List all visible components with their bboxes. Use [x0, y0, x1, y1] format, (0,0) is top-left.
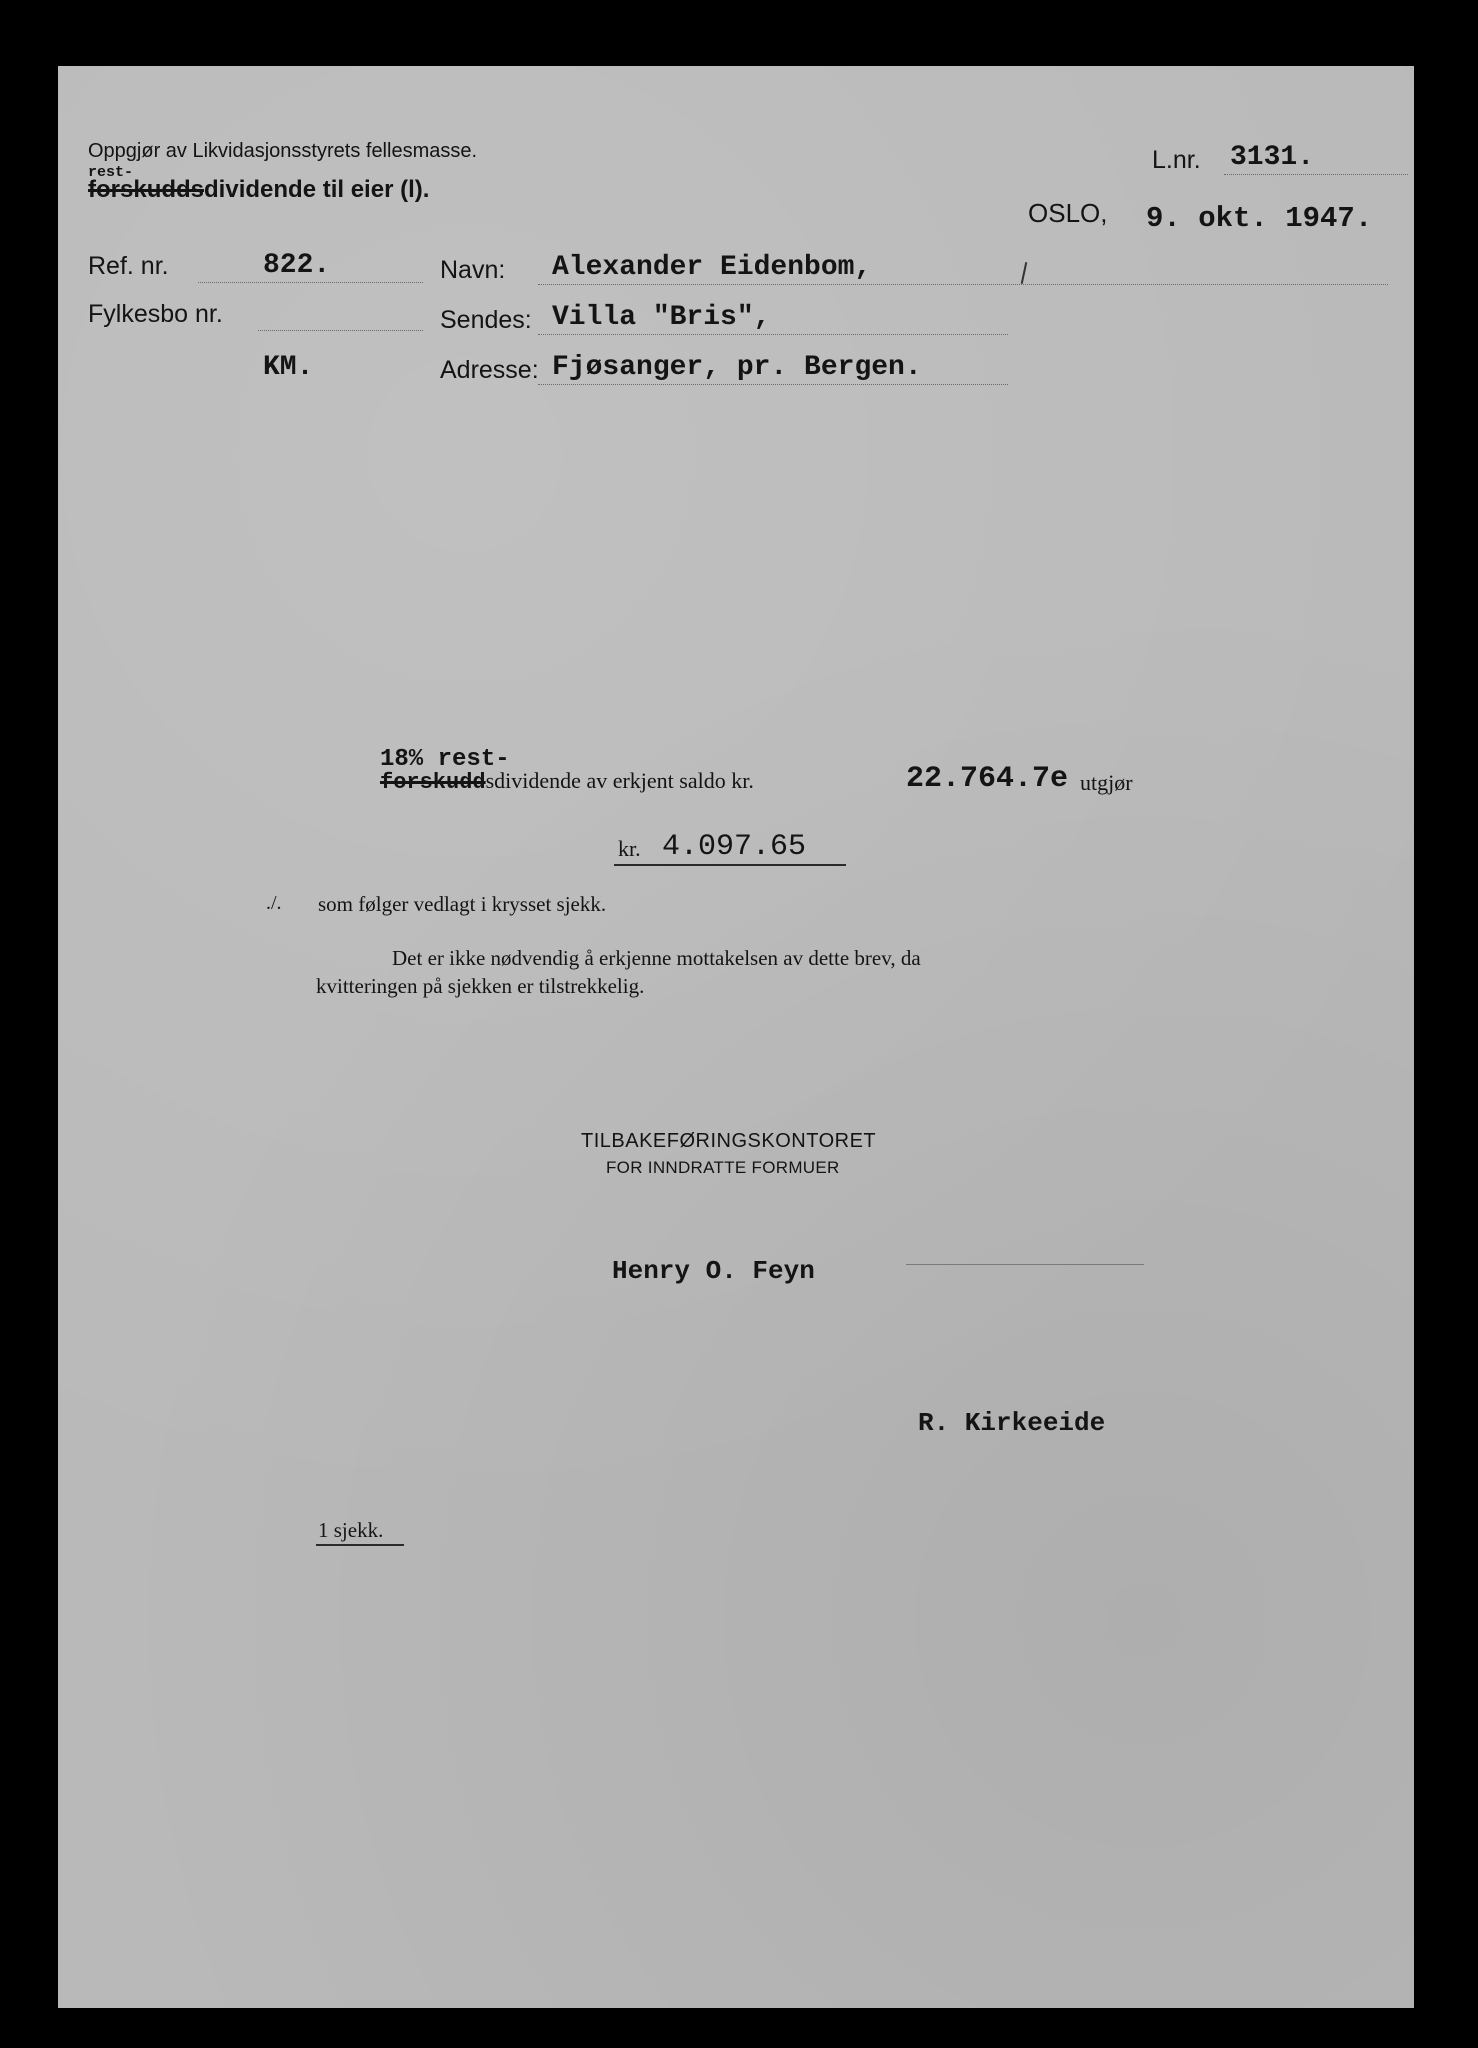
ref-line — [198, 282, 423, 283]
utgjor-text: utgjør — [1080, 770, 1133, 795]
pencil-tick — [1021, 262, 1028, 284]
body-overwrite: 18% rest- — [380, 746, 510, 773]
enclosure-count: 1 sjekk. — [318, 1518, 384, 1542]
fylkesbo-line — [258, 330, 423, 331]
para2-line1: Det er ikke nødvendig å erkjenne mottakelsen av dette brev, da — [392, 946, 921, 970]
office-line1: TILBAKEFØRINGSKONTORET — [581, 1130, 877, 1152]
adresse-value: Fjøsanger, pr. Bergen. — [552, 352, 922, 383]
office-line2: FOR INNDRATTE FORMUER — [606, 1158, 840, 1177]
follows-text: som følger vedlagt i krysset sjekk. — [318, 892, 607, 916]
sendes-value: Villa "Bris", — [552, 302, 771, 333]
header-line2 — [88, 176, 429, 204]
document-page — [58, 66, 1414, 2008]
fylkesbo-label: Fylkesbo nr. — [88, 300, 223, 328]
adresse-line — [538, 384, 1008, 385]
body-para1 — [380, 768, 754, 795]
para2-line2: kvitteringen på sjekken er tilstrekkelig. — [316, 974, 645, 998]
date: 9. okt. 1947. — [1146, 202, 1373, 235]
navn-line — [538, 284, 1388, 285]
body-para1-mid: sdividende av erkjent saldo kr. — [485, 768, 754, 793]
sendes-line — [538, 334, 1008, 335]
ref-value: 822. — [263, 250, 331, 281]
lnr-value: 3131. — [1230, 142, 1315, 173]
body-struck-word: forskudd — [380, 770, 486, 795]
header-line1: Oppgjør av Likvidasjonsstyrets fellesmasse. — [88, 140, 478, 162]
header-line2-rest: dividende til eier (l). — [204, 176, 430, 203]
km-value: KM. — [263, 352, 314, 383]
city: OSLO, — [1028, 198, 1108, 228]
enclosure-underline — [316, 1544, 404, 1546]
lnr-line — [1224, 174, 1408, 175]
enclosure-mark: ./. — [266, 892, 282, 914]
signature-1: Henry O. Feyn — [612, 1256, 815, 1286]
navn-label: Navn: — [440, 256, 506, 284]
amount-value: 4.097.65 — [662, 830, 807, 864]
header-overwrite: rest- — [88, 164, 134, 181]
saldo-value: 22.764.7e — [906, 762, 1069, 796]
navn-value: Alexander Eidenbom, — [552, 252, 872, 283]
sendes-label: Sendes: — [440, 306, 532, 334]
header-struck-word: forskudds — [88, 176, 205, 203]
signature-2: R. Kirkeeide — [918, 1408, 1106, 1438]
kr-label: kr. — [618, 836, 641, 861]
signature-line — [906, 1264, 1144, 1265]
lnr-label: L.nr. — [1152, 146, 1201, 174]
amount-underline — [614, 864, 846, 866]
ref-label: Ref. nr. — [88, 252, 169, 280]
adresse-label: Adresse: — [440, 356, 539, 384]
